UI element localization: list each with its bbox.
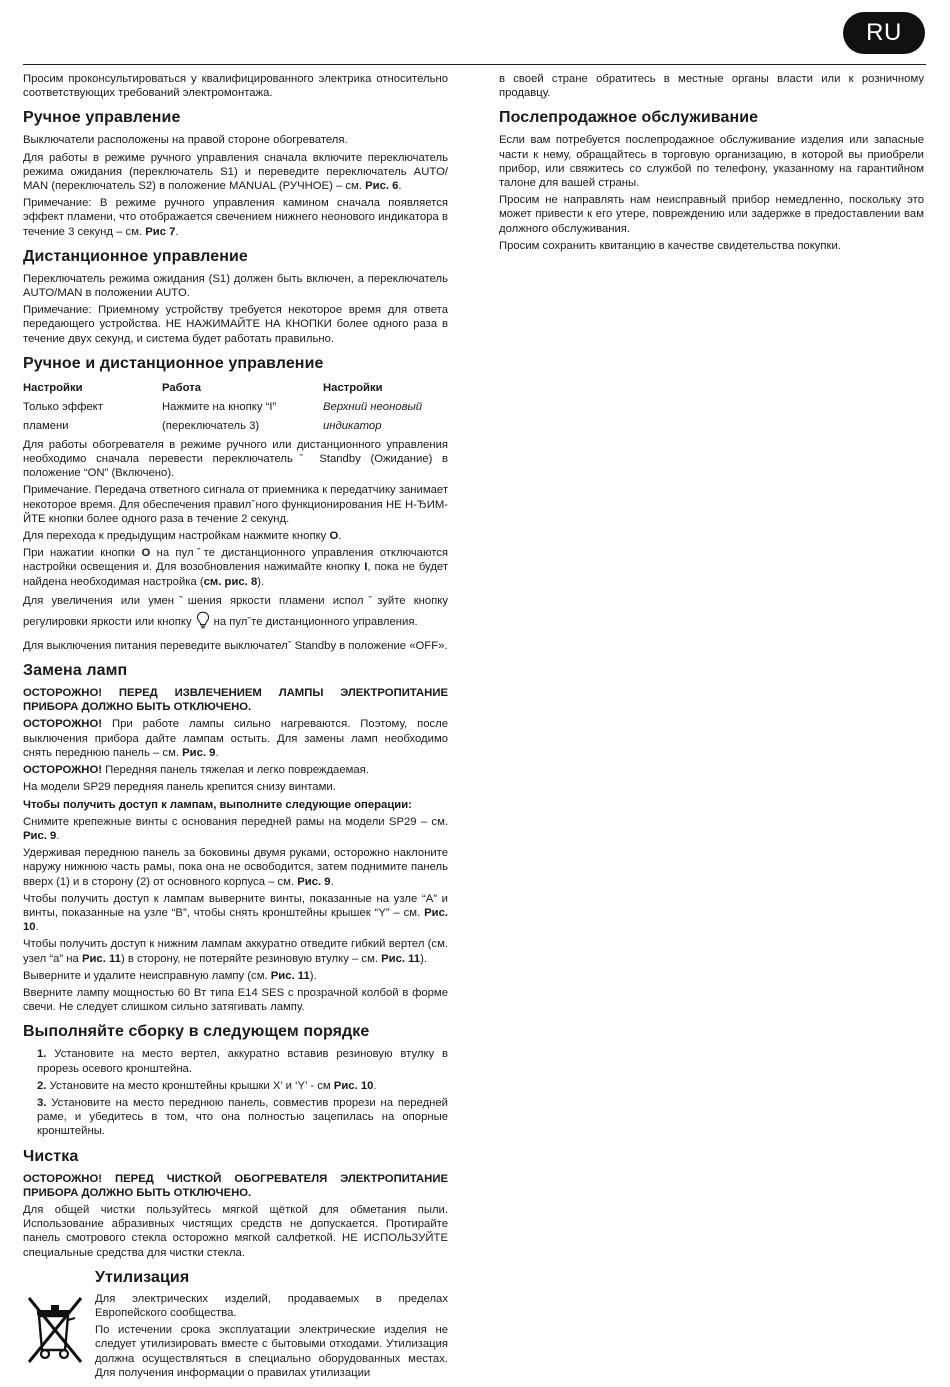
- table-cell: (переключатель 3): [162, 420, 260, 433]
- disposal-continuation: в своей стране обратитесь в местные органы власти или к розничному продавцу.: [499, 73, 924, 100]
- lamps-p7: Вверните лампу мощностью 60 Вт типа E14 SES с прозрачной колбой в форме свечи. Не следует слишком сильно затягивать лампу.: [23, 986, 448, 1014]
- manual-remote-p2: Примечание. Передача ответного сигнала от приемника к передатчику занимает некоторое время. Для обеспечения правилˇного функционирования НЕ Н-ЂИМ-ЙТЕ кнопки более одного раза в течение 2 секунд.: [23, 484, 448, 525]
- table-cell: индикатор: [323, 420, 382, 433]
- manual-remote-p5: Для увеличения или уменˇшения яркости пламени исполˇзуйте кнопку регулировки яркости или кнопку на пулˇте дистанционного управления.: [23, 592, 448, 636]
- lamps-warning: ОСТОРОЖНО! ПЕРЕД ИЗВЛЕЧЕНИЕМ ЛАМПЫ ЭЛЕКТРОПИТАНИЕ ПРИБОРА ДОЛЖНО БЫТЬ ОТКЛЮЧЕНО.: [23, 687, 448, 714]
- header-rule: [23, 64, 926, 65]
- service-p3: Просим сохранить квитанцию в качестве свидетельства покупки.: [499, 239, 841, 252]
- table-header: Настройки: [23, 382, 83, 395]
- lamps-p3: Удерживая переднюю панель за боковины двумя руками, осторожно наклоните наружу нижнюю часть рамы, пока она не освободится, затем поднимите панель вверх (1) и в сторону (2) от основного корпуса – см. Рис. 9.: [23, 847, 448, 888]
- manual-remote-p4: При нажатии кнопки O на пулˇте дистанционного управления отключаются настройки освещения и. Для возобновления нажимайте кнопку I, пока не будет найдена необходимая настройка (см. рис. 8).: [23, 547, 449, 588]
- lamps-p6: Выверните и удалите неисправную лампу (см. Рис. 11).: [23, 969, 317, 982]
- table-header: Настройки: [323, 382, 383, 395]
- assembly-steps: [23, 1047, 448, 1138]
- cleaning-warning: ОСТОРОЖНО! ПЕРЕД ЧИСТКОЙ ОБОГРЕВАТЕЛЯ ЭЛЕКТРОПИТАНИЕ ПРИБОРА ДОЛЖНО БЫТЬ ОТКЛЮЧЕНО.: [23, 1172, 448, 1199]
- list-item: 2. Установите на место кронштейны крышки X’ и ‘Y’ - см Рис. 10.: [37, 1079, 377, 1092]
- lamps-p5: Чтобы получить доступ к нижним лампам аккуратно отведите гибкий вертел (см. узел “a” на Рис. 11) в сторону, не потеряйте резиновую втулку – см. Рис. 11).: [23, 938, 448, 965]
- table-header: Работа: [162, 382, 202, 395]
- language-badge: RU: [843, 12, 925, 54]
- manual-remote-p6: Для выключения питания переведите выключателˇ Standby в положение «OFF».: [23, 639, 448, 652]
- table-cell: Верхний неоновый: [323, 401, 423, 414]
- section-title-service: Послепродажное обслуживание: [499, 109, 759, 127]
- lamps-p2: Снимите крепежные винты с основания передней рамы на модели SP29 – см. Рис. 9.: [23, 815, 448, 842]
- disposal-p2: По истечении срока эксплуатации электрические изделия не следует утилизировать вместе с бытовыми отходами. Утилизация должна осуществляться в специально оборудованных местах. Для получения информации о правилах утилизации: [95, 1324, 448, 1379]
- remote-p2: Примечание: Приемному устройству требуется некоторое время для ответа передающего устройства. НЕ НАЖИМАЙТЕ НА КНОПКИ более одного раза в течение двух секунд, и система будет работать правильно.: [23, 304, 448, 345]
- table-cell: Только эффект: [23, 401, 103, 414]
- manual-p2: Для работы в режиме ручного управления сначала включите переключатель режима ожидания (переключатель S1) и переведите переключатель AUTO/ MAN (переключатель S2) в положение MANUAL (РУЧНОЕ) – см. Рис. 6.: [23, 151, 448, 193]
- lamps-access-heading: Чтобы получить доступ к лампам, выполните следующие операции:: [23, 798, 412, 811]
- remote-p1: Переключатель режима ожидания (S1) должен быть включен, а переключатель AUTO/MAN в положении AUTO.: [23, 272, 448, 300]
- lamps-warning-panel: ОСТОРОЖНО! Передняя панель тяжелая и легко повреждаемая.: [23, 764, 369, 777]
- table-row: [23, 417, 448, 436]
- list-item: 3. Установите на место переднюю панель, совместив прорези на передней раме, и убедитесь в том, что она полностью зацепилась на опорные кронштейны.: [37, 1096, 448, 1138]
- left-column: [23, 72, 448, 1383]
- manual-remote-p1: Для работы обогревателя в режиме ручного или дистанционного управления необходимо сначала перевести переключательˇ Standby (Ожидание) в положение “ON” (Включено).: [23, 438, 448, 480]
- service-p1: Если вам потребуется послепродажное обслуживание изделия или запасные части к нему, обращайтесь в торговую организацию, в которой вы приобрели прибор, или свяжитесь со службой по телефону, указанному на гарантийном талоне для вашей страны.: [499, 134, 924, 190]
- manual-p1: Выключатели расположены на правой стороне обогревателя.: [23, 134, 348, 147]
- disposal-section: [23, 1266, 448, 1383]
- right-column: [499, 72, 924, 256]
- settings-table: [23, 379, 448, 436]
- section-title-disposal: Утилизация: [95, 1268, 190, 1286]
- service-p2: Просим не направлять нам неисправный прибор немедленно, поскольку это может привести к его утере, повреждению или задержке в предоставлении вам должного обслуживания.: [499, 194, 924, 235]
- disposal-p1: Для электрических изделий, продаваемых в пределах Европейского сообщества.: [95, 1292, 448, 1319]
- manual-remote-p3: Для перехода к предыдущим настройкам нажмите кнопку O.: [23, 530, 342, 543]
- lamps-p4: Чтобы получить доступ к лампам выверните винты, показанные на узле “A” и винты, показанные на узле “B”, чтобы снять кронштейны крышек “Y” – см. Рис. 10.: [23, 892, 449, 934]
- table-cell: пламени: [23, 420, 69, 433]
- section-title-manual: Ручное управление: [23, 109, 181, 127]
- section-title-assembly: Выполняйте сборку в следующем порядке: [23, 1023, 370, 1041]
- section-title-remote: Дистанционное управление: [23, 247, 248, 265]
- section-title-cleaning: Чистка: [23, 1147, 79, 1165]
- section-title-lamps: Замена ламп: [23, 662, 128, 680]
- table-row: [23, 398, 448, 417]
- table-header-row: [23, 379, 448, 398]
- lamps-warning-hot: ОСТОРОЖНО! При работе лампы сильно нагреваются. Поэтому, после выключения прибора дайте лампам остыть. Для замены ламп необходимо снять переднюю панель – см. Рис. 9.: [23, 718, 448, 759]
- cleaning-p1: Для общей чистки пользуйтесь мягкой щёткой для обметания пыли. Использование абразивных чистящих средств не допускается. Протирайте панель смотрового стекла осторожно мягкой салфеткой. НЕ ИСПОЛЬЗУЙТЕ специальные средства для чистки стекла.: [23, 1203, 448, 1259]
- list-item: 1. Установите на место вертел, аккуратно вставив резиновую втулку в прорезь осевого кронштейна.: [37, 1048, 449, 1075]
- section-title-manual-remote: Ручное и дистанционное управление: [23, 354, 324, 372]
- table-cell: Нажмите на кнопку “I”: [162, 401, 277, 414]
- crossed-out-wheelie-bin-icon: [23, 1266, 87, 1383]
- intro-paragraph: Просим проконсультироваться у квалифицированного электрика относительно соответствующих требований электромонтажа.: [23, 73, 448, 100]
- lightbulb-icon: [196, 611, 210, 636]
- lamps-p1: На модели SP29 передняя панель крепится снизу винтами.: [23, 781, 336, 794]
- manual-p3: Примечание: В режиме ручного управления камином сначала появляется эффект пламени, что отображается свечением нижнего неонового индикатора в течение 3 секунд – см. Рис 7.: [23, 197, 448, 238]
